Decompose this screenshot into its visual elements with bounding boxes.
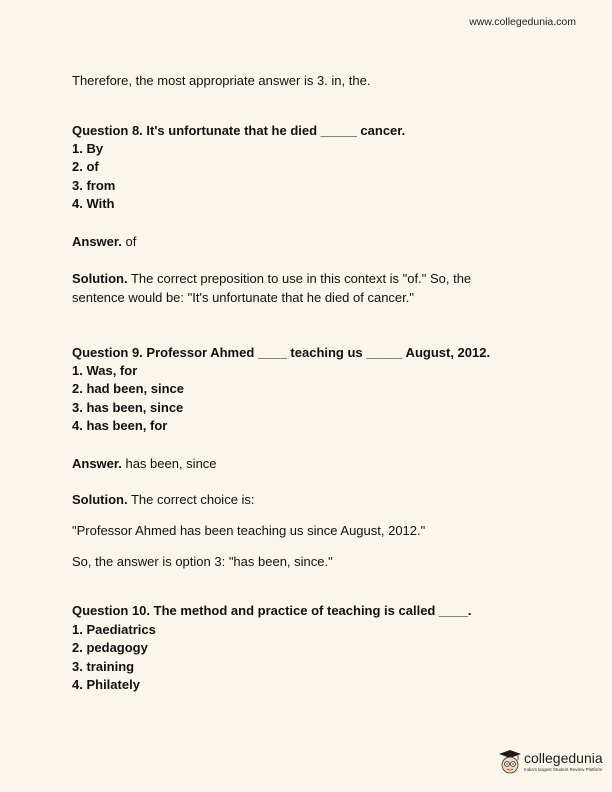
q10-option: 3. training [72,659,135,674]
collegedunia-logo [498,748,608,778]
q9-answer [72,456,217,471]
logo-tagline: India's largest Student Review Platform [524,767,603,772]
q9-option: 3. has been, since [72,400,184,415]
answer-label: Answer. [72,234,122,249]
q9-quote: "Professor Ahmed has been teaching us since August, 2012." [72,523,426,538]
q9-option: 4. has been, for [72,418,168,433]
q9-conclusion: So, the answer is option 3: "has been, since." [72,554,333,569]
answer-label: Answer. [72,456,122,471]
q9-option: 1. Was, for [72,363,138,378]
q8-solution [72,271,471,286]
graduate-mascot-icon [498,748,522,776]
q9-question: Question 9. Professor Ahmed ____ teaching us _____ August, 2012. [72,345,491,360]
q8-answer [72,234,136,249]
q10-question: Question 10. The method and practice of teaching is called ____. [72,603,472,618]
q8-option: 1. By [72,141,104,156]
answer-value: has been, since [121,456,217,471]
answer-value: of [121,234,137,249]
solution-label: Solution. [72,492,128,507]
solution-label: Solution. [72,271,128,286]
q9-solution [72,492,255,507]
q8-solution-cont: sentence would be: "It's unfortunate that he died of cancer." [72,290,414,305]
solution-text: The correct choice is: [127,492,255,507]
q10-option: 1. Paediatrics [72,622,156,637]
site-url: www.collegedunia.com [469,16,576,28]
q8-option: 4. With [72,196,115,211]
q10-option: 4. Philately [72,677,140,692]
q10-option: 2. pedagogy [72,640,148,655]
q8-option: 2. of [72,159,99,174]
q8-question: Question 8. It's unfortunate that he died _____ cancer. [72,123,406,138]
q8-option: 3. from [72,178,116,193]
logo-wordmark: collegedunia [524,750,603,766]
solution-text: The correct preposition to use in this context is "of." So, the [127,271,472,286]
q9-option: 2. had been, since [72,381,184,396]
intro-text: Therefore, the most appropriate answer is 3. in, the. [72,73,371,88]
